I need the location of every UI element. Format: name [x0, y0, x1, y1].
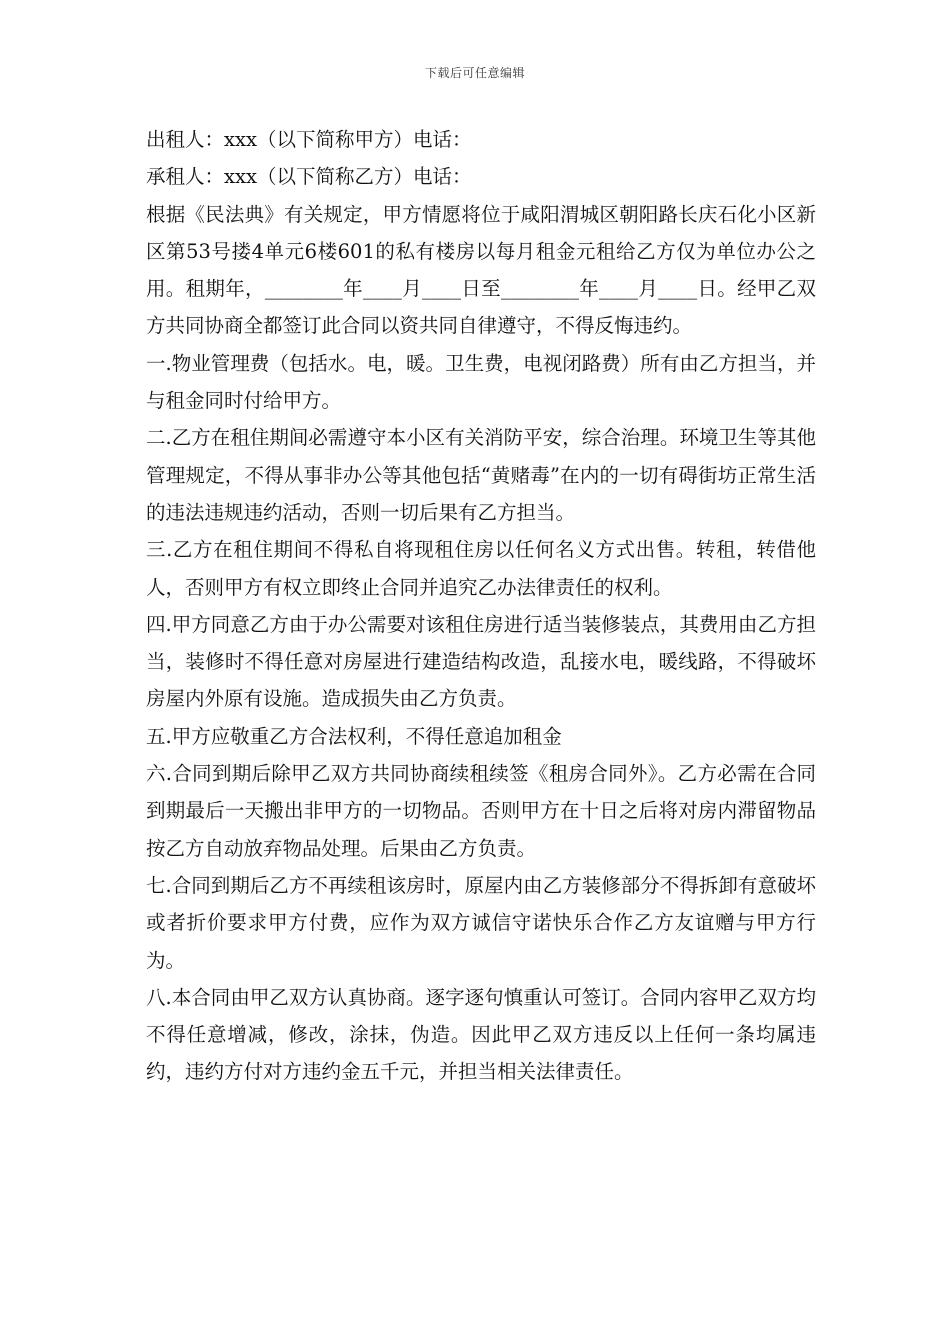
lessor-line: 出租人：xxx（以下简称甲方）电话： — [146, 128, 472, 151]
contract-body — [146, 121, 816, 1091]
clause-1: 一.物业管理费（包括水。电，暖。卫生费，电视闭路费）所有由乙方担当，并与租金同时付给甲方。 — [146, 351, 816, 413]
lessee-line: 承租人：xxx（以下简称乙方）电话： — [146, 165, 472, 189]
clause-7: 七.合同到期后乙方不再续租该房时，原屋内由乙方装修部分不得拆卸有意破坏或者折价要求甲方付费，应作为双方诚信守诺快乐合作乙方友谊赠与甲方行为。 — [146, 873, 816, 972]
clause-3: 三.乙方在租住期间不得私自将现租住房以任何名义方式出售。转租，转借他人，否则甲方有权立即终止合同并追究乙办法律责任的权利。 — [146, 538, 816, 599]
clause-6: 六.合同到期后除甲乙双方共同协商续租续签《租房合同外》。乙方必需在合同到期最后一天搬出非甲方的一切物品。否则甲方在十日之后将对房内滞留物品按乙方自动放弃物品处理。后果由乙方负责。 — [146, 762, 816, 860]
clause-8: 八.本合同由甲乙双方认真协商。逐字逐句慎重认可签订。合同内容甲乙双方均不得任意增减，修改，涂抹，伪造。因此甲乙双方违反以上任何一条均属违约，违约方付对方违约金五千元，并担当相关法律责任。 — [146, 985, 816, 1084]
clause-5: 五.甲方应敬重乙方合法权利，不得任意追加租金 — [146, 724, 562, 748]
page-header: 下载后可任意编辑 — [424, 66, 525, 80]
clause-2: 二.乙方在租住期间必需遵守本小区有关消防平安，综合治理。环境卫生等其他管理规定，不得从事非办公等其他包括“黄赌毒”在内的一切有碍街坊正常生活的违法违规违约活动，否则一切后果有乙方担当。 — [146, 426, 816, 524]
preamble-paragraph: 根据《民法典》有关规定，甲方情愿将位于咸阳渭城区朝阳路长庆石化小区新区第53号搂4单元6楼601的私有楼房以每月租金元租给乙方仅为单位办公之用。租期年，________年____月____日至________年____月____日。经甲乙双方共同协商全都签订此合同以资共同自律遵守，不得反悔违约。 — [146, 202, 816, 338]
clause-4: 四.甲方同意乙方由于办公需要对该租住房进行适当装修装点，其费用由乙方担当，装修时不得任意对房屋进行建造结构改造，乱接水电，暖线路，不得破坏房屋内外原有设施。造成损失由乙方负责。 — [146, 612, 816, 711]
